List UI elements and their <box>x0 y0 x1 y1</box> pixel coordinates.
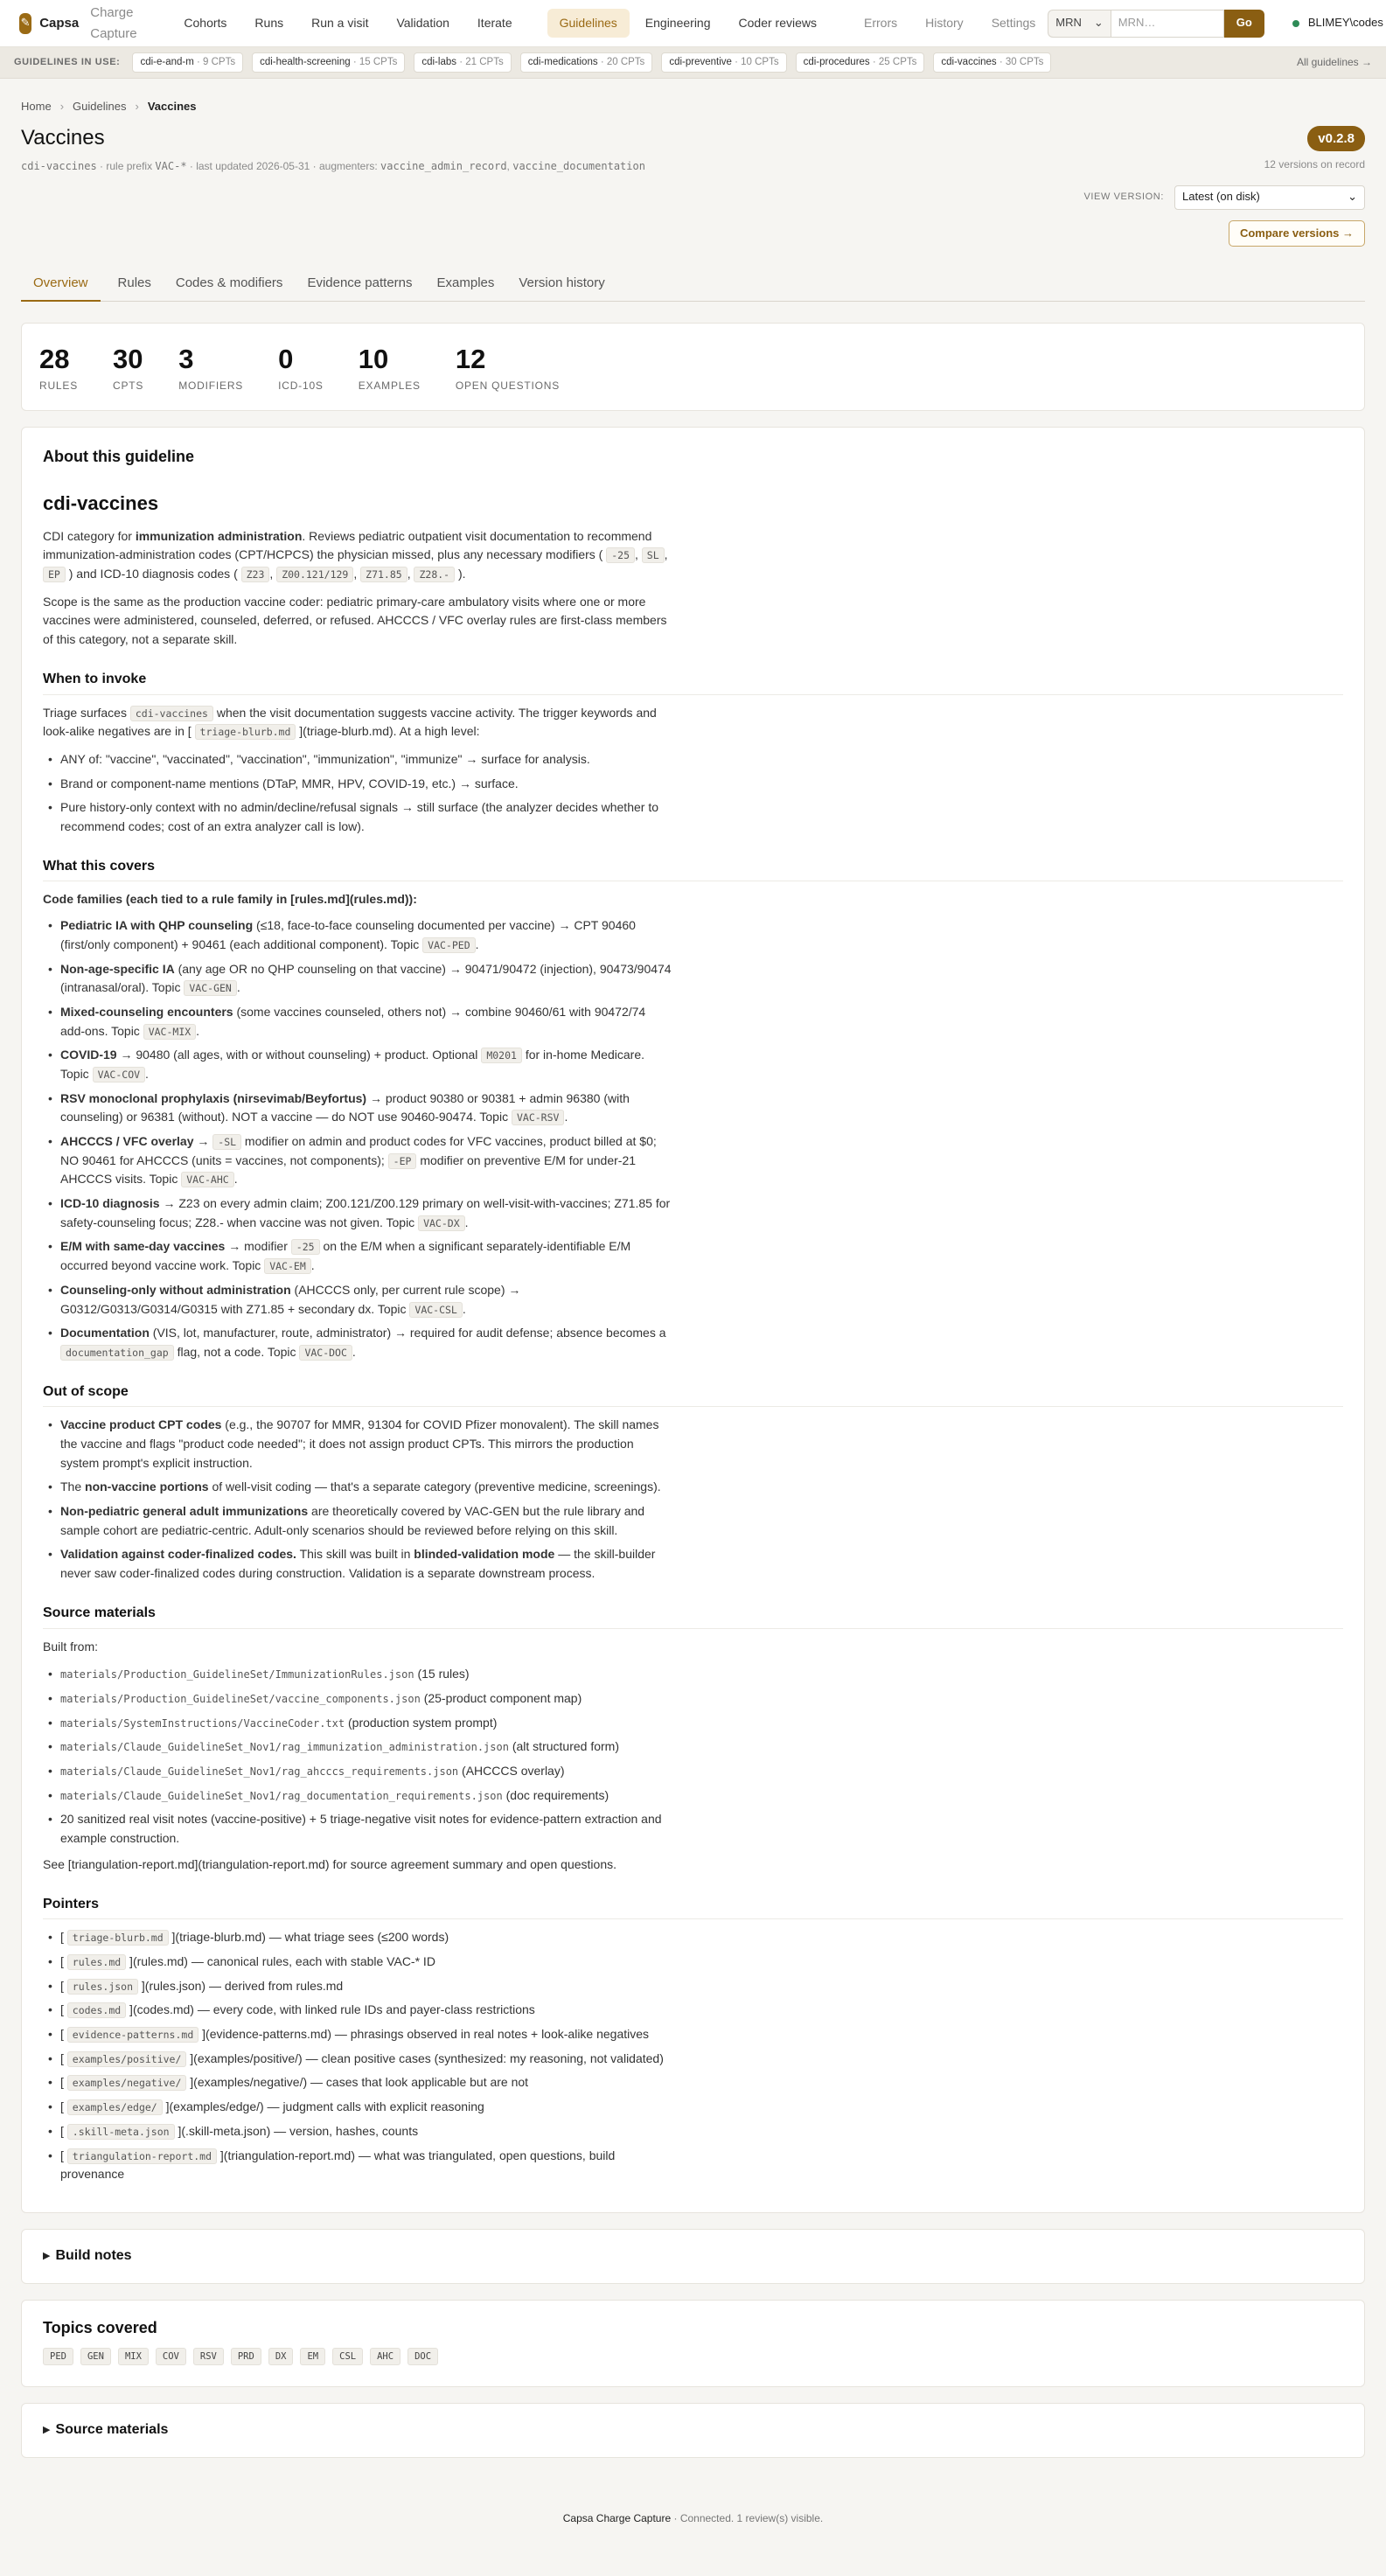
compare-versions-button[interactable]: Compare versions → <box>1229 220 1365 247</box>
guideline-chip[interactable] <box>661 52 786 73</box>
chip-name: cdi-procedures <box>803 56 870 67</box>
list-item <box>43 916 672 954</box>
list-item <box>43 960 672 998</box>
text: are theoretically covered by VAC-GEN but the rule library and sample cohort are pediatric-centric. Adult-only scenarios should be reviewed before relying on this skill. <box>60 1504 645 1537</box>
versions-note: 12 versions on record <box>1264 158 1365 171</box>
mrn-search-input[interactable]: MRN… <box>1111 10 1224 38</box>
page-title: Vaccines <box>21 126 105 150</box>
text: . <box>145 1066 149 1081</box>
view-version-label: VIEW VERSION: <box>1083 191 1164 202</box>
topic-chip: AHC <box>370 2348 400 2365</box>
chip-name: cdi-preventive <box>669 56 732 67</box>
rule-prefix: VAC-* <box>155 159 187 172</box>
text: ](examples/positive/) — clean positive cases (synthesized: my reasoning, not validated) <box>186 2050 664 2065</box>
text-strong: blinded-validation mode <box>414 1547 555 1562</box>
scope-paragraph: Scope is the same as the production vaccine coder: pediatric primary-care ambulatory visits where one or more vaccines were administered, counseled, deferred, or refused. AHCCCS / VFC overlay rules are first-class members of this category, not a separate skill. <box>43 594 667 647</box>
text: → <box>193 1134 213 1148</box>
topics-title: Topics covered <box>43 2318 157 2336</box>
breadcrumb-separator-icon: › <box>59 100 65 113</box>
built-from-label: Built from: <box>43 1639 99 1654</box>
topic-chip: DOC <box>407 2348 438 2365</box>
guideline-tabs <box>21 266 1365 302</box>
list-item <box>43 1281 672 1319</box>
nav-guidelines[interactable]: Guidelines <box>547 9 630 38</box>
list-item <box>43 1502 672 1540</box>
tab-rules[interactable]: Rules <box>117 275 151 290</box>
text: CDI category for <box>43 528 136 543</box>
page-header <box>21 126 1365 174</box>
text: . <box>464 1215 469 1229</box>
nav-settings[interactable]: Settings <box>991 15 1036 30</box>
text: This skill was built in <box>296 1547 414 1562</box>
modifier-code: -25 <box>606 547 635 563</box>
list-item: • [ examples/edge/ ](examples/edge/) — judgment calls with explicit reasoning <box>43 2098 672 2117</box>
text: ](triage-blurb.md). At a high level: <box>296 724 480 739</box>
text: (alt structured form) <box>508 1739 619 1754</box>
section-source-materials: Source materials <box>43 1603 1343 1629</box>
nav-errors[interactable]: Errors <box>864 15 898 30</box>
tab-overview[interactable]: Overview <box>21 266 101 302</box>
topic-chip: RSV <box>193 2348 224 2365</box>
file-path: materials/Production_GuidelineSet/vaccine_components.json <box>60 1693 421 1706</box>
text: (AHCCCS overlay) <box>458 1764 565 1779</box>
list-item <box>43 1003 672 1041</box>
file-link[interactable]: triangulation-report.md <box>67 2148 217 2164</box>
top-navigation <box>0 0 1386 47</box>
file-link[interactable]: examples/edge/ <box>67 2099 163 2115</box>
text: when the visit documentation suggests vaccine activity. The trigger keywords and look-alike negatives are in [ <box>43 705 657 739</box>
tab-evidence-patterns[interactable]: Evidence patterns <box>307 275 413 290</box>
text: ](triage-blurb.md) — what triage sees (≤200 words) <box>168 1930 449 1945</box>
file-link[interactable]: rules.md <box>67 1954 126 1970</box>
page-header-right <box>1264 126 1365 174</box>
chip-count: · 21 CPTs <box>459 56 504 67</box>
text: ](evidence-patterns.md) — phrasings observed in real notes + look-alike negatives <box>198 2027 650 2042</box>
current-user[interactable]: BLIMEY\codes <box>1307 16 1383 30</box>
guideline-chip[interactable] <box>414 52 511 73</box>
section-what-this-covers: What this covers <box>43 856 1343 882</box>
text-strong: Non-age-specific IA <box>60 961 175 976</box>
text: ) and ICD-10 diagnosis codes ( <box>65 566 241 581</box>
dx-code: Z71.85 <box>360 567 407 582</box>
chevron-down-icon: ⌄ <box>1348 190 1357 204</box>
nav-engineering[interactable]: Engineering <box>644 15 711 30</box>
main-content <box>0 79 1386 2458</box>
out-of-scope-list <box>43 1416 1343 1584</box>
stat-modifiers <box>178 345 243 394</box>
inline-code: -SL <box>212 1134 241 1150</box>
list-item <box>43 1737 672 1757</box>
list-item <box>43 1324 672 1361</box>
list-item: • [ examples/negative/ ](examples/negative/) — cases that look applicable but are not <box>43 2073 672 2092</box>
stat-number: 30 <box>113 343 143 374</box>
text: (any age OR no QHP counseling on that vaccine) → 90471/90472 (injection), 90473/90474 (intranasal/oral). Topic <box>60 961 672 995</box>
chip-count: · 15 CPTs <box>352 56 398 67</box>
caret-right-icon: ▶ <box>43 2424 51 2435</box>
text: 20 sanitized real visit notes (vaccine-positive) + 5 triage-negative visit notes for evidence-pattern extraction and example construction. <box>60 1812 662 1846</box>
text: of well-visit coding — that's a separate category (preventive medicine, screenings). <box>208 1479 661 1494</box>
breadcrumb-current: Vaccines <box>147 100 197 113</box>
stat-number: 12 <box>455 343 486 374</box>
guideline-heading: cdi-vaccines <box>43 491 159 514</box>
sources-list <box>43 1665 1343 1848</box>
text-strong: Vaccine product CPT codes <box>60 1417 222 1432</box>
topic-code: VAC-CSL <box>409 1302 462 1318</box>
list-item <box>43 1545 672 1583</box>
footer-brand: Capsa Charge Capture <box>562 2511 672 2524</box>
go-button[interactable]: Go <box>1224 10 1264 38</box>
view-version-select[interactable] <box>1174 185 1365 210</box>
list-item <box>43 1046 672 1083</box>
text: (production system prompt) <box>345 1715 498 1730</box>
topic-code: VAC-COV <box>93 1067 145 1083</box>
list-item <box>43 1714 672 1733</box>
topic-chip: EM <box>300 2348 325 2365</box>
guideline-slug: cdi-vaccines <box>21 159 97 172</box>
topic-code: VAC-MIX <box>143 1024 196 1040</box>
file-link[interactable]: triage-blurb.md <box>67 1930 169 1946</box>
text-strong: non-vaccine portions <box>85 1479 209 1494</box>
topic-list <box>43 2348 1343 2365</box>
topic-chip: DX <box>268 2348 294 2365</box>
file-path: materials/Production_GuidelineSet/ImmunizationRules.json <box>60 1668 414 1681</box>
brand-name: Capsa <box>39 15 80 31</box>
tab-version-history[interactable]: Version history <box>519 275 605 290</box>
text-strong: COVID-19 <box>60 1048 117 1062</box>
nav-cohorts[interactable]: Cohorts <box>184 15 227 30</box>
list-item <box>43 1478 672 1497</box>
strip-label: GUIDELINES IN USE: <box>14 56 121 67</box>
list-item: • [ examples/positive/ ](examples/positive/) — clean positive cases (synthesized: my reasoning, not validated) <box>43 2050 672 2069</box>
text: ](rules.json) — derived from rules.md <box>138 1978 344 1993</box>
covers-subheading: Code families (each tied to a rule family in [rules.md](rules.md)): <box>43 892 417 907</box>
topic-code: VAC-EM <box>264 1258 311 1274</box>
list-item: • [ rules.json ](rules.json) — derived from rules.md <box>43 1977 672 1996</box>
version-badge: v0.2.8 <box>1307 126 1365 151</box>
stats-card <box>21 323 1365 411</box>
topic-code: VAC-PED <box>422 937 475 953</box>
chip-count: · 10 CPTs <box>735 56 779 67</box>
guidelines-in-use-strip <box>0 47 1386 79</box>
brand[interactable] <box>19 3 145 44</box>
chip-count: · 30 CPTs <box>999 56 1044 67</box>
breadcrumb-separator-icon: › <box>135 100 139 113</box>
chip-name: cdi-labs <box>421 56 456 67</box>
chip-count: · 9 CPTs <box>197 56 236 67</box>
file-link[interactable]: codes.md <box>67 2002 126 2018</box>
list-item: • [ .skill-meta.json ](.skill-meta.json) — version, hashes, counts <box>43 2122 672 2141</box>
stat-cpts <box>113 345 143 394</box>
topics-card <box>21 2300 1365 2387</box>
list-item <box>43 1762 672 1781</box>
stat-rules <box>39 345 78 394</box>
text: ](examples/edge/) — judgment calls with explicit reasoning <box>162 2099 484 2114</box>
guideline-chip[interactable] <box>933 52 1051 73</box>
text: . <box>196 1023 200 1038</box>
brand-logo-icon: ✎ <box>19 13 31 34</box>
list-item: • ANY of: "vaccine", "vaccinated", "vaccination", "immunization", "immunize" → surface for analysis. <box>43 750 672 769</box>
topic-code: VAC-AHC <box>181 1172 233 1187</box>
text: → modifier <box>225 1239 291 1254</box>
when-paragraph <box>43 704 672 741</box>
text-strong: Non-pediatric general adult immunizations <box>60 1504 309 1519</box>
breadcrumb <box>21 79 1365 115</box>
stat-icd10s <box>278 345 324 394</box>
stat-label: OPEN QUESTIONS <box>455 379 561 393</box>
caret-right-icon: ▶ <box>43 2250 51 2261</box>
source-materials-collapsible[interactable] <box>21 2403 1365 2458</box>
text: . <box>564 1110 568 1124</box>
breadcrumb-home[interactable]: Home <box>21 100 52 113</box>
text-strong: Counseling-only without administration <box>60 1282 291 1297</box>
text: — the skill-builder never saw coder-finalized codes during construction. Validation is a separate downstream process. <box>60 1547 656 1581</box>
file-path: materials/SystemInstructions/VaccineCoder.txt <box>60 1716 345 1730</box>
text: . <box>462 1301 466 1316</box>
text: flag, not a code. Topic <box>173 1344 300 1359</box>
list-item <box>43 1090 672 1127</box>
inline-code: cdi-vaccines <box>130 706 213 721</box>
text: ](.skill-meta.json) — version, hashes, counts <box>174 2123 419 2138</box>
guideline-chip[interactable] <box>520 52 653 73</box>
topic-code: VAC-DOC <box>299 1345 352 1361</box>
inline-code: -EP <box>388 1153 417 1169</box>
build-notes-toggle[interactable] <box>43 2245 1343 2267</box>
dx-code: Z00.121/129 <box>276 567 353 582</box>
text: The <box>60 1479 86 1494</box>
about-card-title: About this guideline <box>43 447 194 465</box>
footer <box>0 2458 1386 2539</box>
file-link[interactable]: .skill-meta.json <box>67 2124 175 2140</box>
list-item: • [ evidence-patterns.md ](evidence-patterns.md) — phrasings observed in real notes + look-alike negatives <box>43 2025 672 2044</box>
breadcrumb-guidelines[interactable]: Guidelines <box>73 100 127 113</box>
stat-number: 28 <box>39 343 70 374</box>
text-strong: Mixed-counseling encounters <box>60 1004 233 1019</box>
text-strong: E/M with same-day vaccines <box>60 1239 226 1254</box>
chip-name: cdi-vaccines <box>941 56 997 67</box>
file-link[interactable]: rules.json <box>67 1979 138 1995</box>
text: on the E/M when a significant separately-identifiable E/M occurred beyond vaccine work. Topic <box>60 1239 631 1273</box>
text: ](triangulation-report.md) — what was triangulated, open questions, build provenance <box>60 2148 616 2182</box>
stat-number: 3 <box>178 343 194 374</box>
tab-codes-modifiers[interactable]: Codes & modifiers <box>175 275 283 290</box>
text-strong: RSV monoclonal prophylaxis (nirsevimab/Beyfortus) <box>60 1090 367 1105</box>
topic-code: VAC-RSV <box>512 1110 564 1125</box>
list-item: • [ triage-blurb.md ](triage-blurb.md) — what triage sees (≤200 words) <box>43 1928 672 1947</box>
file-path: materials/Claude_GuidelineSet_Nov1/rag_ahcccs_requirements.json <box>60 1765 459 1779</box>
nav-right <box>1048 10 1383 38</box>
triangulation-paragraph: See [triangulation-report.md](triangulation-report.md) for source agreement summary and open questions. <box>43 1856 616 1871</box>
pointers-list <box>43 1928 1343 2184</box>
guideline-chip[interactable] <box>132 52 243 73</box>
text: . <box>352 1344 356 1359</box>
inline-code: -25 <box>291 1239 320 1255</box>
text: → Z23 on every admin claim; Z00.121/Z00.129 primary on well-visit-with-vaccines; Z71.85 for safety-counseling focus; Z28.- when vaccine was not given. Topic <box>60 1196 671 1229</box>
compare-row <box>21 220 1365 247</box>
build-notes-collapsible[interactable] <box>21 2229 1365 2284</box>
text: . <box>475 936 479 951</box>
nav-iterate[interactable]: Iterate <box>477 15 512 30</box>
view-version-value: Latest (on disk) <box>1182 190 1260 204</box>
text: ](examples/negative/) — cases that look applicable but are not <box>186 2075 529 2090</box>
list-item <box>43 1689 672 1709</box>
topic-chip: COV <box>156 2348 186 2365</box>
section-pointers: Pointers <box>43 1894 1343 1920</box>
connection-status-icon <box>1292 20 1299 27</box>
text: → product 90380 or 90381 + admin 96380 (with counseling) or 96381 (without). NOT a vaccine — do NOT use 90460-90474. Topic <box>60 1090 630 1124</box>
stat-label: CPTS <box>113 379 144 393</box>
list-item <box>43 1194 672 1232</box>
page-subline: cdi-vaccines · rule prefix VAC-* · last updated 2026-05-31 · augmenters: vaccine_admin_record, vaccine_documentation <box>21 159 645 172</box>
text: (≤18, face-to-face counseling documented per vaccine) → CPT 90460 (first/only component) + 90461 (each additional component). Topic <box>60 918 636 951</box>
file-link[interactable]: evidence-patterns.md <box>67 2027 198 2043</box>
file-link[interactable]: examples/positive/ <box>67 2051 187 2067</box>
inline-code: triage-blurb.md <box>195 724 296 740</box>
list-item <box>43 1237 672 1275</box>
rule-prefix-label: · rule prefix <box>100 159 153 172</box>
nav-history[interactable]: History <box>925 15 964 30</box>
build-notes-title: Build notes <box>55 2247 132 2263</box>
topic-chip: CSL <box>332 2348 363 2365</box>
chip-name: cdi-e-and-m <box>140 56 194 67</box>
list-item <box>43 1665 672 1684</box>
text-strong: Validation against coder-finalized codes. <box>60 1547 296 1562</box>
last-updated: · last updated 2026-05-31 · augmenters: <box>189 159 378 172</box>
dx-code: Z28.- <box>414 567 455 582</box>
stat-number: 10 <box>358 343 389 374</box>
list-item: • Pure history-only context with no admin/decline/refusal signals → still surface (the analyzer decides whether to recommend codes; cost of an extra analyzer call is low). <box>43 798 672 836</box>
stat-label: RULES <box>39 379 79 393</box>
view-version-row <box>21 185 1365 210</box>
guideline-chip[interactable] <box>252 52 405 73</box>
guideline-chip[interactable] <box>796 52 925 73</box>
all-guidelines-link[interactable]: All guidelines → <box>1296 56 1372 69</box>
when-list <box>43 750 1343 837</box>
covers-list <box>43 916 1343 1361</box>
text: Triage surfaces <box>43 705 130 720</box>
stat-number: 0 <box>278 343 294 374</box>
nav-coder-reviews[interactable]: Coder reviews <box>738 15 817 30</box>
modifier-code: SL <box>642 547 665 563</box>
dx-code: Z23 <box>241 567 270 582</box>
text: (e.g., the 90707 for MMR, 91304 for COVID Pfizer monovalent). The skill names the vaccine and flags "product code needed"; it does not assign product CPTs. This mirrors the production system prompt's explicit instruction. <box>60 1417 659 1470</box>
topic-chip: PRD <box>231 2348 261 2365</box>
text-strong: AHCCCS / VFC overlay <box>60 1134 194 1148</box>
source-materials-toggle[interactable] <box>43 2419 1343 2441</box>
text: ). <box>455 566 466 581</box>
text: modifier on admin and product codes for VFC vaccines, product billed at $0; NO 90461 for AHCCCS (units = vaccines, not components); <box>60 1134 657 1167</box>
chip-name: cdi-medications <box>527 56 598 67</box>
nav-run-a-visit[interactable]: Run a visit <box>311 15 369 30</box>
text-strong: Documentation <box>60 1326 150 1340</box>
modifier-code: EP <box>43 567 66 582</box>
stat-examples <box>359 345 421 394</box>
chip-count: · 25 CPTs <box>872 56 917 67</box>
text: (AHCCCS only, per current rule scope) → G0312/G0313/G0314/G0315 with Z71.85 + secondary dx. Topic <box>60 1282 521 1316</box>
text: (doc requirements) <box>502 1787 609 1802</box>
page-header-left <box>21 126 645 174</box>
list-item <box>43 1132 672 1189</box>
list-item <box>43 1786 672 1806</box>
stat-label: EXAMPLES <box>358 379 421 393</box>
mrn-type-value: MRN <box>1055 16 1082 30</box>
stat-open-questions <box>456 345 560 394</box>
topic-code: VAC-GEN <box>184 980 236 996</box>
stat-label: MODIFIERS <box>178 379 244 393</box>
intro-paragraph: CDI category for immunization administration. Reviews pediatric outpatient visit documentation to recommend immunization-administration codes (CPT/HCPCS) the physician missed, plus any necessary modifiers ( -25 , SL , EP ) and ICD-10 diagnosis codes ( Z23 , Z00.121/129 , Z71.85 , Z28.- ). <box>43 528 668 581</box>
list-item: • [ triangulation-report.md ](triangulation-report.md) — what was triangulated, open questions, build provenance <box>43 2147 672 2184</box>
list-item: • [ rules.md ](rules.md) — canonical rules, each with stable VAC-* ID <box>43 1953 672 1972</box>
about-card <box>21 427 1365 2213</box>
mrn-type-select[interactable] <box>1048 10 1111 38</box>
text: (some vaccines counseled, others not) → combine 90460/61 with 90472/74 add-ons. Topic <box>60 1004 646 1038</box>
file-path: materials/Claude_GuidelineSet_Nov1/rag_documentation_requirements.json <box>60 1789 503 1802</box>
text: . <box>236 980 240 995</box>
text: . Reviews pediatric outpatient visit documentation to recommend immunization-administration codes (CPT/HCPCS) the physician missed, plus any necessary modifiers ( <box>43 528 652 562</box>
text: ](rules.md) — canonical rules, each with stable VAC-* ID <box>126 1954 435 1969</box>
chip-name: cdi-health-screening <box>260 56 351 67</box>
list-item: • [ codes.md ](codes.md) — every code, with linked rule IDs and payer-class restrictions <box>43 2001 672 2020</box>
text-strong: immunization administration <box>135 528 303 543</box>
file-link[interactable]: examples/negative/ <box>67 2075 187 2091</box>
text: modifier on preventive E/M for under-21 AHCCCS visits. Topic <box>60 1152 637 1187</box>
augmenter: vaccine_documentation <box>512 159 645 172</box>
file-path: materials/Claude_GuidelineSet_Nov1/rag_immunization_administration.json <box>60 1741 509 1754</box>
text: ](codes.md) — every code, with linked rule IDs and payer-class restrictions <box>126 2002 535 2017</box>
section-out-of-scope: Out of scope <box>43 1382 1343 1408</box>
topic-code: VAC-DX <box>418 1215 465 1231</box>
text: . <box>233 1172 238 1187</box>
text-strong: Pediatric IA with QHP counseling <box>60 918 254 933</box>
nav-validation[interactable]: Validation <box>396 15 449 30</box>
chip-count: · 20 CPTs <box>600 56 645 67</box>
text: (VIS, lot, manufacturer, route, administrator) → required for audit defense; absence becomes a <box>149 1326 666 1340</box>
section-when-to-invoke: When to invoke <box>43 669 1343 695</box>
text: . <box>310 1258 315 1273</box>
text-strong: ICD-10 diagnosis <box>60 1196 160 1211</box>
footer-status: · Connected. 1 review(s) visible. <box>671 2511 824 2524</box>
nav-links <box>171 9 1048 38</box>
list-item <box>43 1810 672 1848</box>
brand-subtitle: Charge Capture <box>90 5 137 41</box>
list-item: • Brand or component-name mentions (DTaP, MMR, HPV, COVID-19, etc.) → surface. <box>43 775 672 794</box>
augmenter: vaccine_admin_record <box>380 159 507 172</box>
text: for in-home Medicare. Topic <box>60 1048 644 1081</box>
inline-code: M0201 <box>481 1048 522 1063</box>
nav-runs[interactable]: Runs <box>254 15 284 30</box>
topic-chip: PED <box>43 2348 73 2365</box>
tab-examples[interactable]: Examples <box>436 275 495 290</box>
text: (25-product component map) <box>420 1691 582 1706</box>
source-materials-title: Source materials <box>55 2421 169 2437</box>
topic-chip: MIX <box>118 2348 149 2365</box>
chevron-down-icon: ⌄ <box>1093 16 1104 30</box>
list-item <box>43 1416 672 1472</box>
inline-code: documentation_gap <box>60 1345 174 1361</box>
text: (15 rules) <box>414 1667 470 1681</box>
text: → 90480 (all ages, with or without counseling) + product. Optional <box>116 1048 482 1062</box>
topic-chip: GEN <box>80 2348 111 2365</box>
stat-label: ICD-10S <box>278 379 324 393</box>
